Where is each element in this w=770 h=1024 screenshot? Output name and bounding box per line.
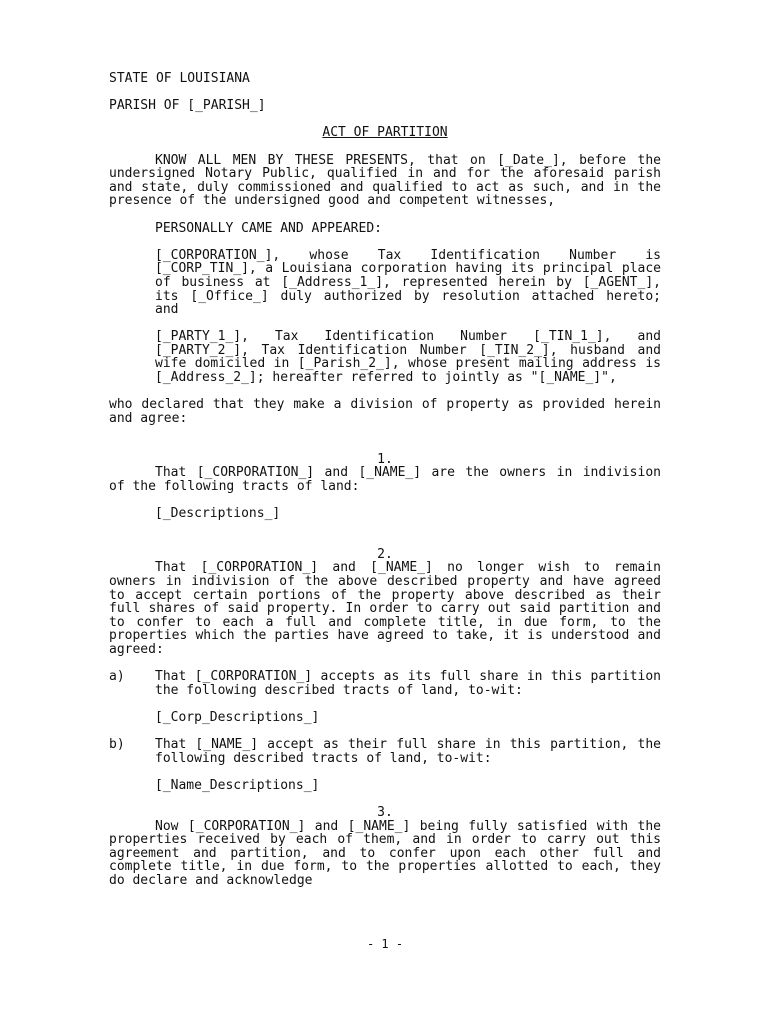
page-number: - 1 - — [366, 937, 404, 951]
section-3-text: Now [_CORPORATION_] and [_NAME_] being fully satisfied with the properties received by each of them, and in order to carry out this agreement and partition, and to confer upon each other full and complete title, in due form, to the properties allotted to each, they do declare and acknowledge — [109, 818, 661, 889]
state-heading: STATE OF LOUISIANA — [109, 71, 250, 86]
item-a — [109, 670, 661, 697]
section-1-number: 1. — [377, 451, 393, 467]
item-b — [109, 738, 661, 765]
section-2-text: That [_CORPORATION_] and [_NAME_] no longer wish to remain owners in indivision of the above described property and have agreed to accept certain portions of the property above described as their full shares of said property. In order to carry out said partition and to confer to each a full and complete title, in due form, to the properties which the parties have agreed to take, it is understood and agreed: — [109, 560, 661, 657]
corporation-party-paragraph: [_CORPORATION_], whose Tax Identification Number is [_CORP_TIN_], a Louisiana corporation having its principal place of business at [_Address_1_], represented herein by [_AGENT_], its [_Office_] duly authorized by resolution attached hereto; and — [155, 247, 661, 318]
section-3-number: 3. — [377, 805, 393, 821]
item-b-text: That [_NAME_] accept as their full share in this partition, the following described tracts of land, to-wit: — [155, 737, 661, 766]
individual-parties-paragraph: [_PARTY_1_], Tax Identification Number [_TIN_1_], and [_PARTY_2_], Tax Identification Number [_TIN_2_], husband and wife domiciled in [_Parish_2_], whose present mailing address is [_Address_2_]; hereafter referred to jointly as "[_NAME_]", — [155, 329, 661, 386]
name-descriptions: [_Name_Descriptions_] — [155, 777, 320, 793]
intro-paragraph: KNOW ALL MEN BY THESE PRESENTS, that on [_Date_], before the undersigned Notary Public, qualified in and for the aforesaid parish and state, duly commissioned and qualified to act as such, and in the presence of the undersigned good and competent witnesses, — [109, 152, 661, 209]
parish-heading: PARISH OF [_PARISH_] — [109, 98, 266, 114]
appeared-line: PERSONALLY CAME AND APPEARED: — [155, 220, 382, 236]
section-1-descriptions: [_Descriptions_] — [155, 506, 281, 521]
item-b-marker: b) — [109, 737, 125, 753]
corp-descriptions: [_Corp_Descriptions_] — [155, 709, 320, 725]
document-title: ACT OF PARTITION — [322, 125, 448, 141]
document-page — [109, 72, 661, 888]
section-1-text: That [_CORPORATION_] and [_NAME_] are the owners in indivision of the following tracts of land: — [109, 465, 661, 494]
item-a-marker: a) — [109, 669, 125, 685]
declaration-paragraph: who declared that they make a division of property as provided herein and agree: — [109, 397, 661, 426]
item-a-text: That [_CORPORATION_] accepts as its full share in this partition the following described tracts of land, to-wit: — [155, 669, 661, 698]
section-2-number: 2. — [377, 546, 393, 562]
